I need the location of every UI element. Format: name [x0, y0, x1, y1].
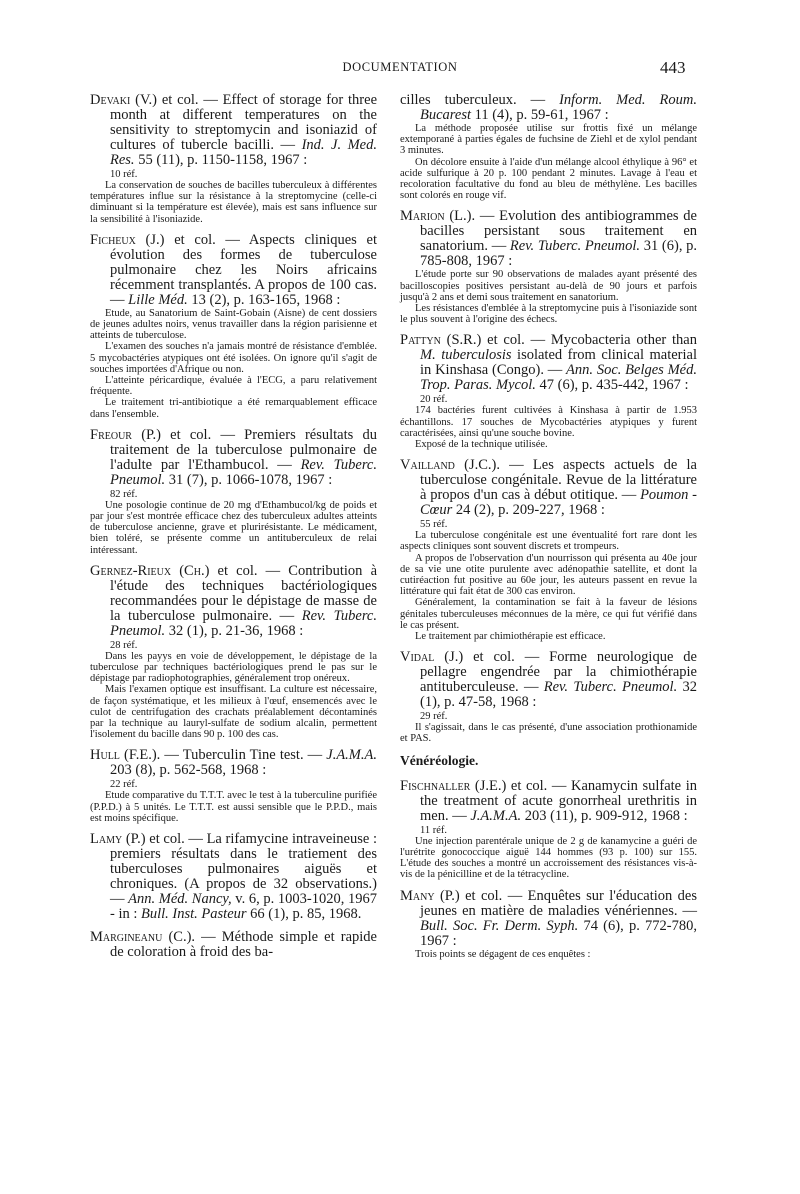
- page-header: [0, 58, 800, 82]
- citation: [90, 930, 377, 960]
- abstract-paragraph: Une posologie continue de 20 mg d'Ethambucol/kg de poids et par jour s'est montrée efficace chez des tuberculeux adultes atteints de tuberculose ancienne, grave et plurirésistante. Le médicament, bien toléré, se présente comme un antituberculeux de relai intéressant.: [90, 499, 377, 556]
- bibliography-entry: [400, 209, 697, 325]
- entry-journal: Bull. Inst. Pasteur: [141, 906, 247, 923]
- entry-refs: 82 réf.: [110, 488, 138, 500]
- entry-abstract: [90, 180, 377, 225]
- entry-title: et col. — Contribution à l'étude des techniques bactériologiques recommandées pour le dépistage de masse de la tuberculose pulmonaire. —: [110, 562, 378, 624]
- entry-details: 66 (1), p. 85, 1968.: [246, 906, 362, 923]
- entry-journal: Poumon - Cœur: [420, 487, 697, 519]
- abstract-paragraph: Etude, au Sanatorium de Saint-Gobain (Aisne) de cent dossiers de jeunes adultes noirs, venus travailler dans la région parisienne et atteints de tuberculose.: [90, 307, 377, 342]
- entry-author: Fischnaller (J.E.): [400, 777, 507, 794]
- entry-abstract: [400, 123, 697, 201]
- bibliography-entry: [90, 832, 377, 922]
- entry-title: et col. — Mycobacteria other than: [481, 332, 697, 349]
- citation: [400, 333, 697, 393]
- abstract-paragraph: L'examen des souches n'a jamais montré de résistance d'emblée. 5 mycobactéries atypiques ont été isolées. On ignore qu'il s'agit de souches importées d'Afrique ou non.: [90, 341, 377, 375]
- entry-title: et col. — La rifamycine intraveineuse : premiers résultats dans le tratiement des tuberculoses pulmonaires aiguës et chroniques. (A propos de 32 observations.) —: [110, 831, 377, 908]
- entry-details: 32 (1), p. 21-36, 1968 :: [165, 622, 304, 639]
- entry-author: Marion (L.): [400, 208, 472, 225]
- entry-details: 24 (2), p. 209-227, 1968 :: [452, 502, 605, 519]
- right-column: [400, 93, 697, 968]
- abstract-paragraph: La méthode proposée utilise sur frottis fixé un mélange extemporané à parties égales de fuchsine de Ziehl et de xylol pendant 3 minutes.: [400, 123, 697, 157]
- bibliography-entry: [400, 650, 697, 744]
- entry-title: et col. — Premiers résultats du traitement de la tuberculose pulmonaire de l'adulte par l'Ethambucol. —: [110, 426, 377, 473]
- entry-abstract: [90, 790, 377, 824]
- abstract-paragraph: 174 bactéries furent cultivées à Kinshasa à partir de 1.953 échantillons. 17 souches de Mycobactéries atypiques y furent caractérisées, ainsi qu'une souche bovine.: [400, 405, 697, 439]
- citation: [90, 93, 377, 168]
- bibliography-entry: [90, 748, 377, 824]
- abstract-paragraph: On décolore ensuite à l'aide d'un mélange alcool éthylique à 96° et acide sulfurique à 20 p. 100 pendant 2 minutes. Lavage à l'eau et recoloration facultative du fond au bleu de méthylène. Les bacilles sont colorés en rouge vif.: [400, 156, 697, 202]
- entry-details: 203 (8), p. 562-568, 1968 :: [110, 762, 267, 779]
- entry-abstract: [90, 500, 377, 556]
- entry-author: Vidal (J.): [400, 649, 464, 666]
- entry-title: et col. — Aspects cliniques et évolution des formes de tuberculose pulmonaire chez les Noirs africains récemment transplantés. A propos de 100 cas. —: [110, 231, 377, 308]
- abstract-paragraph: Exposé de la technique utilisée.: [415, 439, 548, 451]
- bibliography-entry: [400, 779, 697, 881]
- citation: [400, 889, 697, 949]
- abstract-paragraph: La tuberculose congénitale est une éventualité fort rare dont les aspects cliniques sont souvent discrets et trompeurs.: [400, 530, 697, 553]
- entry-abstract: [400, 405, 697, 450]
- bibliography-entry: [400, 889, 697, 960]
- entry-journal: Rev. Tuberc. Pneumol.: [110, 607, 377, 639]
- entry-title: et col. — Effect of storage for three month at different temperatures on the sensitivity to streptomycin and isoniazid of cultures of tubercle bacilli. —: [110, 92, 378, 153]
- entry-details: 11 (4), p. 59-61, 1967 :: [471, 107, 609, 123]
- entry-journal: Rev. Tuberc. Pneumol.: [110, 456, 377, 488]
- page-number: 443: [660, 58, 686, 77]
- entry-journal: M. tuberculosis: [420, 347, 512, 364]
- entry-title: . — Evolution des antibiogrammes de bacilles persistant sous traitement en sanatorium. —: [420, 208, 697, 255]
- bibliography-entry: [400, 458, 697, 642]
- bibliography-entry: [90, 93, 377, 225]
- citation: [90, 832, 377, 922]
- entry-abstract: [400, 949, 697, 960]
- entry-journal: Lille Méd.: [128, 291, 188, 308]
- entry-title: et col. — Forme neurologique de pellagre engendrée par la chimiothérapie antituberculeuse. —: [420, 649, 697, 696]
- entry-journal: Ind. J. Med. Res.: [110, 137, 377, 168]
- abstract-paragraph: Généralement, la contamination se fait à la faveur de lésions génitales tuberculeuses méconnues de la mère, ce qui fut vérifié dans le cas présent.: [400, 597, 697, 631]
- citation: [90, 748, 377, 778]
- entry-title: et col. — Enquêtes sur l'éducation des jeunes en matière de maladies vénériennes. —: [420, 887, 697, 919]
- bibliography-entry: [90, 233, 377, 420]
- entry-author: Hull (F.E.): [90, 747, 157, 764]
- entry-author: Many (P.): [400, 887, 460, 904]
- entry-abstract: [400, 722, 697, 744]
- entry-refs: 29 réf.: [420, 711, 448, 723]
- abstract-paragraph: Mais l'examen optique est insuffisant. La culture est nécessaire, de façon systématique, et les milieux à l'œuf, ensemencés avec le culot de centrifugation des crachats préalablement décontaminés par la technique au lauryl-sulfate de sodium alcalin, permettent l'isolement du bacille dans 90 p. 100 des cas.: [90, 684, 377, 741]
- running-head: DOCUMENTATION: [342, 60, 458, 74]
- citation: [400, 93, 697, 123]
- entry-author: Ficheux (J.): [90, 231, 165, 248]
- entry-journal: J.A.M.A.: [326, 747, 377, 764]
- entry-abstract: [90, 651, 377, 741]
- entry-abstract: [90, 308, 377, 420]
- citation: [90, 428, 377, 488]
- entry-journal: J.A.M.A.: [470, 807, 522, 824]
- entry-details: v. 6, p. 1003-1020, 1967 - in :: [110, 891, 378, 923]
- bibliography-entry: [90, 564, 377, 741]
- abstract-paragraph: La conservation de souches de bacilles tuberculeux à différentes températures influe sur la résistance à la streptomycine (celle-ci diminuant si la température est élevée), mais est sans influence sur la sensibilité à l'isoniazide.: [90, 180, 377, 225]
- entry-journal: Ann. Méd. Nancy,: [128, 891, 232, 908]
- entry-refs: 28 réf.: [110, 639, 138, 651]
- entry-author: Freour (P.): [90, 426, 161, 443]
- entry-refs: 10 réf.: [110, 169, 138, 180]
- section-title: Vénéréologie.: [400, 752, 479, 768]
- abstract-paragraph: Il s'agissait, dans le cas présenté, d'une association prothionamide et PAS.: [400, 722, 697, 745]
- entry-author: Lamy (P.): [90, 831, 146, 848]
- entry-title: . — Méthode simple et rapide de coloration à froid des ba-: [110, 929, 377, 961]
- entry-details: isolated from clinical material in Kinshasa (Congo). —: [420, 347, 697, 379]
- abstract-paragraph: Etude comparative du T.T.T. avec le test à la tuberculine purifiée (P.P.D.) à 5 unités. Le T.T.T. est aussi sensible que le P.P.D., mais est moins spécifique.: [90, 790, 377, 824]
- entry-author: Gernez-Rieux (Ch.): [90, 562, 210, 579]
- entry-refs: 55 réf.: [420, 519, 448, 531]
- entry-title: . — Les aspects actuels de la tuberculose congénitale. Revue de la littérature à propos d'un cas à début otitique. —: [420, 457, 697, 504]
- entry-journal: Rev. Tuberc. Pneumol.: [543, 679, 678, 696]
- entry-title: . — Tuberculin Tine test. —: [156, 747, 327, 764]
- entry-author: Pattyn (S.R.): [400, 332, 482, 349]
- entry-details: 31 (6), p. 785-808, 1967 :: [420, 238, 697, 270]
- entry-author: Vailland (J.C.): [400, 457, 497, 474]
- entry-details: 13 (2), p. 163-165, 1968 :: [187, 291, 341, 308]
- bibliography-entry: [90, 930, 377, 960]
- entry-details: 203 (11), p. 909-912, 1968 :: [521, 807, 688, 824]
- bibliography-entry: [90, 428, 377, 556]
- entry-author: Margineanu (C.): [90, 929, 192, 946]
- abstract-paragraph: Une injection parentérale unique de 2 g de kanamycine a guéri de l'urétrite gonococcique aiguë 144 hommes (93 p. 100) sur 155. L'étude des souches a montré un accroissement des résistances vis-à-vis de la pénicilline et de la tétracycline.: [400, 835, 697, 881]
- entry-abstract: [400, 269, 697, 325]
- bibliography-entry: [400, 93, 697, 201]
- entry-title: et col. — Kanamycin sulfate in the treatment of acute gonorrheal urethritis in men. —: [420, 777, 697, 824]
- citation: [90, 233, 377, 308]
- entry-journal: Rev. Tuberc. Pneumol.: [509, 238, 641, 255]
- entry-details: 47 (6), p. 435-442, 1967 :: [535, 377, 689, 394]
- abstract-paragraph: L'atteinte péricardique, évaluée à l'ECG, a paru relativement fréquente.: [90, 375, 377, 398]
- citation: [90, 564, 377, 639]
- entry-abstract: [400, 836, 697, 881]
- entry-details: 31 (7), p. 1066-1078, 1967 :: [165, 471, 333, 488]
- entry-journal: Ann. Soc. Belges Méd. Trop. Paras. Mycol.: [420, 362, 697, 394]
- citation: [400, 458, 697, 518]
- entry-journal: Inform. Med. Roum. Bucarest: [420, 92, 697, 123]
- abstract-paragraph: L'étude porte sur 90 observations de malades ayant présenté des bacilloscopies positives persistant au-delà de 90 jours et parfois jusqu'à 2 ans et demi sous traitement en sanatorium.: [400, 269, 697, 303]
- entry-abstract: [400, 530, 697, 642]
- bibliography-entry: [400, 333, 697, 450]
- abstract-paragraph: Le traitement par chimiothérapie est efficace.: [415, 631, 606, 643]
- entry-journal: Bull. Soc. Fr. Derm. Syph.: [420, 917, 579, 934]
- citation: [400, 209, 697, 269]
- entry-refs: 20 réf.: [420, 394, 448, 406]
- entry-details: 32 (1), p. 47-58, 1968 :: [420, 679, 698, 711]
- abstract-paragraph: Trois points se dégagent de ces enquêtes :: [415, 948, 591, 960]
- entry-author: Devaki (V.): [90, 92, 158, 108]
- entry-title: cilles tuberculeux. —: [400, 92, 560, 108]
- entry-refs: 11 réf.: [420, 824, 448, 836]
- citation: [400, 779, 697, 824]
- entry-refs: 22 réf.: [110, 779, 138, 791]
- citation: [400, 650, 697, 710]
- entry-details: 74 (6), p. 772-780, 1967 :: [420, 917, 697, 949]
- abstract-paragraph: Les résistances d'emblée à la streptomycine puis à l'isoniazide sont le plus souvent à l'origine des échecs.: [400, 303, 697, 326]
- abstract-paragraph: Dans les payys en voie de développement, le dépistage de la tuberculose par techniques bactériologiques prend le pas sur le dépistage par radiophotographies, généralement trop onéreux.: [90, 650, 377, 685]
- abstract-paragraph: A propos de l'observation d'un nourrisson qui présenta au 40e jour de sa vie une otite purulente avec adénopathie satellite, et dont la cutiréaction fut positive au 60e jour, les auteurs passent en revue la littérature qui fait état de 300 cas environ.: [400, 552, 697, 598]
- abstract-paragraph: Le traitement tri-antibiotique a été remarquablement efficace dans l'ensemble.: [90, 397, 377, 420]
- entry-details: 55 (11), p. 1150-1158, 1967 :: [134, 152, 308, 168]
- left-column: [90, 93, 377, 968]
